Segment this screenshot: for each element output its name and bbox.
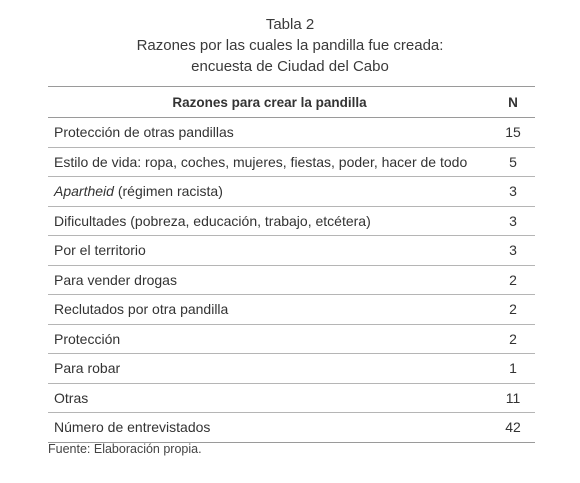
table-row	[48, 265, 535, 295]
reason-cell	[48, 147, 491, 177]
reason-cell	[48, 354, 491, 384]
reason-cell	[48, 206, 491, 236]
table-row	[48, 413, 535, 443]
n-cell: 3	[491, 177, 535, 207]
table-source-note: Fuente: Elaboración propia.	[48, 442, 202, 456]
reason-text: Para robar	[54, 360, 121, 377]
n-cell: 2	[491, 324, 535, 354]
reason-text: Reclutados por otra pandilla	[54, 301, 229, 318]
reason-cell	[48, 236, 491, 266]
table-row	[48, 206, 535, 236]
n-cell: 11	[491, 383, 535, 413]
reason-column-header: Razones para crear la pandilla	[48, 87, 491, 118]
table-row	[48, 295, 535, 325]
n-column-header: N	[491, 87, 535, 118]
reason-cell	[48, 324, 491, 354]
table-row	[48, 177, 535, 207]
reason-cell	[48, 177, 491, 207]
reason-text: Otras	[54, 389, 89, 406]
table-row	[48, 147, 535, 177]
reasons-table-container	[48, 86, 535, 443]
n-cell: 3	[491, 206, 535, 236]
table-row	[48, 354, 535, 384]
n-cell: 2	[491, 295, 535, 325]
reason-cell	[48, 118, 491, 148]
table-row	[48, 118, 535, 148]
n-cell: 1	[491, 354, 535, 384]
reason-text: Protección	[54, 330, 121, 347]
reason-text: Por el territorio	[54, 242, 146, 259]
reason-text: (régimen racista)	[113, 183, 223, 200]
n-cell: 42	[491, 413, 535, 443]
n-cell: 3	[491, 236, 535, 266]
reason-text: Número de entrevistados	[54, 419, 211, 436]
table-header-row	[48, 87, 535, 118]
reason-cell	[48, 383, 491, 413]
reasons-table	[48, 86, 535, 443]
reason-text: Estilo de vida: ropa, coches, mujeres, fiestas, poder, hacer de todo	[54, 153, 468, 170]
n-cell: 5	[491, 147, 535, 177]
reason-text: Dificultades (pobreza, educación, trabajo, etcétera)	[54, 212, 371, 229]
table-row	[48, 383, 535, 413]
reason-cell	[48, 295, 491, 325]
table-row	[48, 236, 535, 266]
table-row	[48, 324, 535, 354]
n-cell: 15	[491, 118, 535, 148]
table-caption	[0, 14, 580, 77]
reason-italic-text: Apartheid	[54, 183, 114, 200]
reason-cell	[48, 265, 491, 295]
n-cell: 2	[491, 265, 535, 295]
reason-cell	[48, 413, 491, 443]
table-title-line-2: encuesta de Ciudad del Cabo	[191, 58, 389, 75]
reason-text: Para vender drogas	[54, 271, 177, 288]
reason-text: Protección de otras pandillas	[54, 124, 234, 141]
table-title-line-1: Razones por las cuales la pandilla fue creada:	[136, 37, 444, 54]
table-number: Tabla 2	[265, 16, 315, 33]
